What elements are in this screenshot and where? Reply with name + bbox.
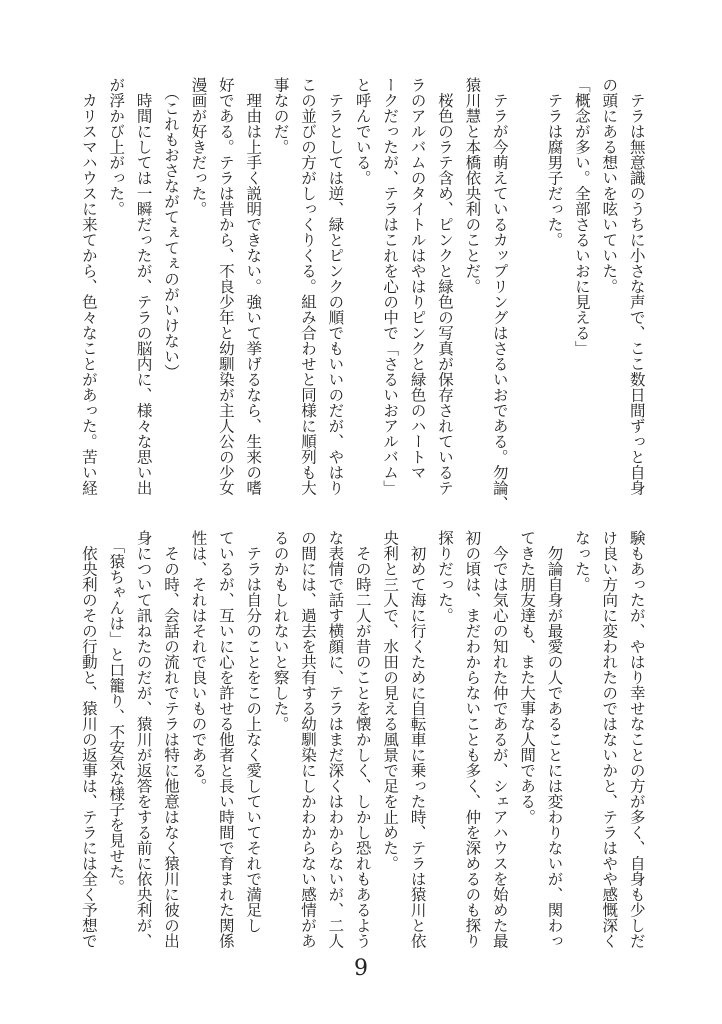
text-column: と呼んでいる。 bbox=[353, 77, 372, 186]
text-column: 「概念が多い。全部さるいおに見える」 bbox=[572, 77, 591, 356]
text-column: なった。 bbox=[572, 530, 591, 592]
text-column: 今では気心の知れた仲であるが、シェアハウスを始めた最 bbox=[490, 530, 509, 949]
text-column: 「猿ちゃんは」と口籠り、不安気な様子を見せた。 bbox=[107, 530, 126, 895]
text-column: 初の頃は、まだわからないことも多く、仲を深めるのも探り bbox=[463, 530, 482, 949]
text-column: の間には、過去を共有する幼馴染にしかわからない感情があ bbox=[299, 530, 317, 949]
text-column: 理由は上手く説明できない。強いて挙げるなら、生来の嗜 bbox=[244, 77, 263, 496]
text-column: 探りだった。 bbox=[435, 530, 454, 623]
text-column: ラのアルバムのタイトルはやはりピンクと緑色のハートマ bbox=[408, 77, 427, 480]
text-column: 事なのだ。 bbox=[271, 77, 290, 155]
text-column: てきた朋友達も、また大事な人間である。 bbox=[518, 530, 537, 825]
blank-column bbox=[513, 77, 540, 497]
text-column: 性は、それはそれで良いものである。 bbox=[189, 530, 208, 794]
text-column: 験もあったが、やはり幸せなことの方が多く、自身も少しだ bbox=[627, 530, 646, 949]
lower-text-block bbox=[74, 530, 649, 950]
text-column: 勿論自身が最愛の人であることには変わりないが、関わっ bbox=[545, 530, 564, 949]
text-column: テラとしては逆、緑とピンクの順でもいいのだが、やはり bbox=[326, 77, 345, 496]
text-column: テラは自分のことをこの上なく愛していてそれで満足し bbox=[244, 530, 263, 933]
text-column: 時間にしては一瞬だったが、テラの脳内に、様々な思い出 bbox=[134, 77, 153, 496]
text-column: が浮かび上がった。 bbox=[107, 77, 126, 217]
text-column: 桜色のラテ含め、ピンクと緑色の写真が保存されているテ bbox=[435, 77, 454, 496]
text-column: 依央利のその行動と、猿川の返事は、テラには全く予想で bbox=[79, 530, 98, 949]
text-column: 漫画が好きだった。 bbox=[189, 77, 208, 217]
text-column: その時、会話の流れでテラは特に他意はなく猿川に彼の出 bbox=[162, 530, 181, 949]
text-column: な表情で話す横顔に、テラはまだ深くはわからないが、二人 bbox=[326, 530, 345, 949]
text-column: の頭にある想いを呟いていた。 bbox=[600, 77, 619, 294]
text-column: 猿川慧と本橋依央利のことだ。 bbox=[463, 77, 482, 294]
text-column: 身について訊ねたのだが、猿川が返答をする前に依央利が、 bbox=[134, 530, 153, 949]
text-column: カリスマハウスに来てから、色々なことがあった。苦い経 bbox=[79, 77, 98, 496]
text-column: 初めて海に行くために自転車に乗った時、テラは猿川と依 bbox=[408, 530, 427, 949]
text-column: 好である。テラは昔から、不良少年と幼馴染が主人公の少女 bbox=[216, 77, 235, 496]
text-column: テラは無意識のうちに小さな声で、ここ数日間ずっと自身 bbox=[627, 77, 646, 496]
text-column: け良い方向に変われたのではないかと、テラはやや感慨深く bbox=[600, 530, 619, 949]
text-column: この並びの方がしっくりくる。組み合わせと同様に順列も大 bbox=[299, 77, 317, 496]
text-column: 央利と三人で、水田の見える風景で足を止めた。 bbox=[381, 530, 400, 871]
text-column: その時二人が昔のことを懐かしく、しかし恐れもあるよう bbox=[353, 530, 372, 949]
page-number: 9 bbox=[354, 956, 368, 981]
text-column: ているが、互いに心を許せる他者と長い時間で育まれた関係 bbox=[216, 530, 235, 949]
text-column: テラが今萌えているカップリングはさるいおである。勿論、 bbox=[490, 77, 509, 511]
upper-text-block bbox=[74, 77, 649, 511]
parenthetical-column: （これもおさながてぇてぇのがいけない） bbox=[162, 84, 181, 380]
text-column: るのかもしれないと察した。 bbox=[271, 530, 290, 732]
text-column: テラは腐男子だった。 bbox=[545, 77, 564, 248]
text-column: ークだったが、テラはこれを心の中で「さるいおアルバム」 bbox=[381, 77, 400, 496]
